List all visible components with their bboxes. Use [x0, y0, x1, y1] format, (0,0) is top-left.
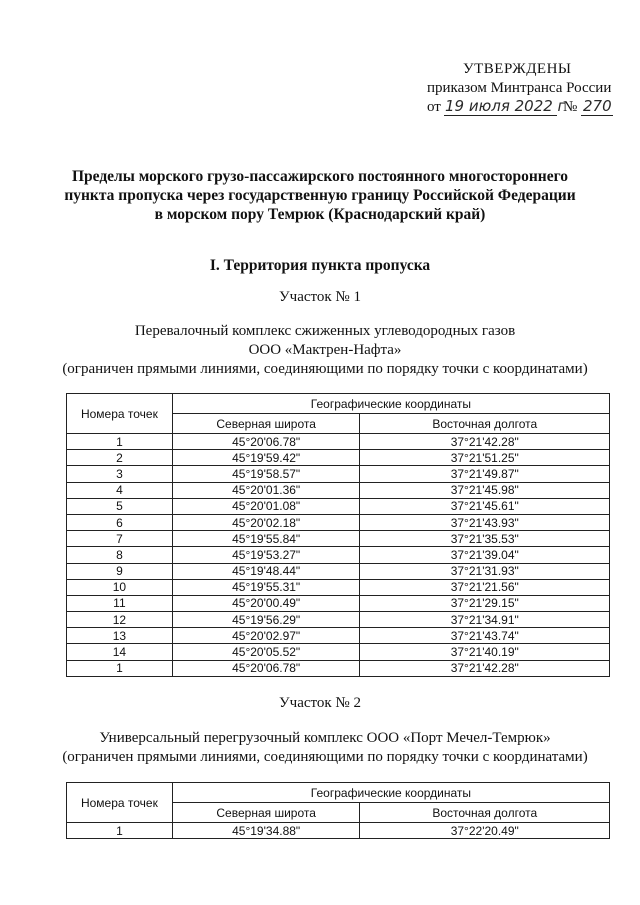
table-row [67, 823, 610, 839]
north-latitude-cell: 45°19'56.29" [172, 612, 360, 628]
header-north-latitude: Северная широта [172, 414, 360, 434]
east-longitude-cell: 37°21'49.87" [360, 466, 610, 482]
point-number-cell: 1 [67, 823, 173, 839]
north-latitude-cell: 45°19'55.84" [172, 531, 360, 547]
north-latitude-cell: 45°20'06.78" [172, 660, 360, 676]
table-row [67, 514, 610, 530]
east-longitude-cell: 37°21'21.56" [360, 579, 610, 595]
east-longitude-cell: 37°21'39.04" [360, 547, 610, 563]
north-latitude-cell: 45°20'06.78" [172, 434, 360, 450]
header-points: Номера точек [67, 783, 173, 823]
point-number-cell: 3 [67, 466, 173, 482]
table-row [67, 466, 610, 482]
approval-number-handwritten: 270 [583, 97, 612, 115]
point-number-cell: 8 [67, 547, 173, 563]
header-east-longitude: Восточная долгота [360, 414, 610, 434]
approval-block [425, 60, 615, 118]
table-row [67, 498, 610, 514]
north-latitude-cell: 45°20'02.18" [172, 514, 360, 530]
north-latitude-cell: 45°20'00.49" [172, 595, 360, 611]
header-geo-coordinates: Географические координаты [172, 394, 609, 414]
table-row [67, 547, 610, 563]
north-latitude-cell: 45°19'34.88" [172, 823, 360, 839]
north-latitude-cell: 45°20'05.52" [172, 644, 360, 660]
header-points: Номера точек [67, 394, 173, 434]
plot-1-label: Участок № 1 [279, 289, 361, 305]
approval-heading: УТВЕРЖДЕНЫ [463, 61, 572, 77]
point-number-cell: 11 [67, 595, 173, 611]
title-line-1: Пределы морского грузо-пассажирского постоянного многостороннего [71, 168, 569, 185]
header-geo-coordinates: Географические координаты [172, 783, 609, 803]
table-row [67, 434, 610, 450]
east-longitude-cell: 37°21'35.53" [360, 531, 610, 547]
plot-1-desc-line-1: Перевалочный комплекс сжиженных углеводородных газов [134, 323, 516, 339]
table-row [67, 628, 610, 644]
east-longitude-cell: 37°21'34.91" [360, 612, 610, 628]
plot-2-label: Участок № 2 [279, 695, 361, 711]
plot-1-coordinates-table [66, 393, 610, 677]
east-longitude-cell: 37°21'40.19" [360, 644, 610, 660]
east-longitude-cell: 37°21'29.15" [360, 595, 610, 611]
table-row [67, 660, 610, 676]
header-east-longitude: Восточная долгота [360, 803, 610, 823]
east-longitude-cell: 37°21'42.28" [360, 434, 610, 450]
section-title: I. Территория пункта пропуска [209, 257, 431, 274]
approval-number-label: № [563, 99, 578, 115]
table-row [67, 482, 610, 498]
point-number-cell: 6 [67, 514, 173, 530]
plot-2-description [40, 729, 610, 767]
approval-from-label: от [427, 99, 441, 115]
table-row [67, 612, 610, 628]
east-longitude-cell: 37°21'45.61" [360, 498, 610, 514]
point-number-cell: 5 [67, 498, 173, 514]
east-longitude-cell: 37°21'51.25" [360, 450, 610, 466]
point-number-cell: 13 [67, 628, 173, 644]
point-number-cell: 14 [67, 644, 173, 660]
table-row [67, 595, 610, 611]
north-latitude-cell: 45°20'01.08" [172, 498, 360, 514]
document-title [60, 167, 580, 224]
title-line-3: в морском пору Темрюк (Краснодарский край) [154, 206, 486, 223]
point-number-cell: 1 [67, 660, 173, 676]
north-latitude-cell: 45°20'02.97" [172, 628, 360, 644]
east-longitude-cell: 37°22'20.49" [360, 823, 610, 839]
table-row [67, 450, 610, 466]
table-row [67, 531, 610, 547]
point-number-cell: 1 [67, 434, 173, 450]
header-north-latitude: Северная широта [172, 803, 360, 823]
east-longitude-cell: 37°21'45.98" [360, 482, 610, 498]
number-underline [581, 115, 613, 116]
plot-1-description [40, 322, 610, 379]
east-longitude-cell: 37°21'43.93" [360, 514, 610, 530]
north-latitude-cell: 45°19'55.31" [172, 579, 360, 595]
plot-1-desc-line-2: ООО «Мактрен-Нафта» [248, 342, 402, 358]
plot-2-desc-line-1: Универсальный перегрузочный комплекс ООО «Порт Мечел-Темрюк» [99, 730, 551, 746]
plot-2-desc-line-2: (ограничен прямыми линиями, соединяющими по порядку точки с координатами) [62, 749, 588, 765]
point-number-cell: 10 [67, 579, 173, 595]
point-number-cell: 4 [67, 482, 173, 498]
north-latitude-cell: 45°19'48.44" [172, 563, 360, 579]
plot-1-desc-line-3: (ограничен прямыми линиями, соединяющими по порядку точки с координатами) [62, 361, 588, 377]
east-longitude-cell: 37°21'42.28" [360, 660, 610, 676]
date-underline [444, 115, 557, 116]
north-latitude-cell: 45°19'58.57" [172, 466, 360, 482]
north-latitude-cell: 45°19'53.27" [172, 547, 360, 563]
approval-date-handwritten: 19 июля 2022 г [445, 97, 566, 115]
table-row [67, 563, 610, 579]
approval-date-line [425, 98, 615, 118]
point-number-cell: 7 [67, 531, 173, 547]
title-line-2: пункта пропуска через государственную границу Российской Федерации [64, 187, 576, 204]
north-latitude-cell: 45°20'01.36" [172, 482, 360, 498]
east-longitude-cell: 37°21'43.74" [360, 628, 610, 644]
table-row [67, 579, 610, 595]
approval-order-line: приказом Минтранса России [427, 80, 612, 96]
point-number-cell: 12 [67, 612, 173, 628]
table-row [67, 644, 610, 660]
north-latitude-cell: 45°19'59.42" [172, 450, 360, 466]
plot-2-coordinates-table [66, 782, 610, 839]
point-number-cell: 9 [67, 563, 173, 579]
east-longitude-cell: 37°21'31.93" [360, 563, 610, 579]
point-number-cell: 2 [67, 450, 173, 466]
